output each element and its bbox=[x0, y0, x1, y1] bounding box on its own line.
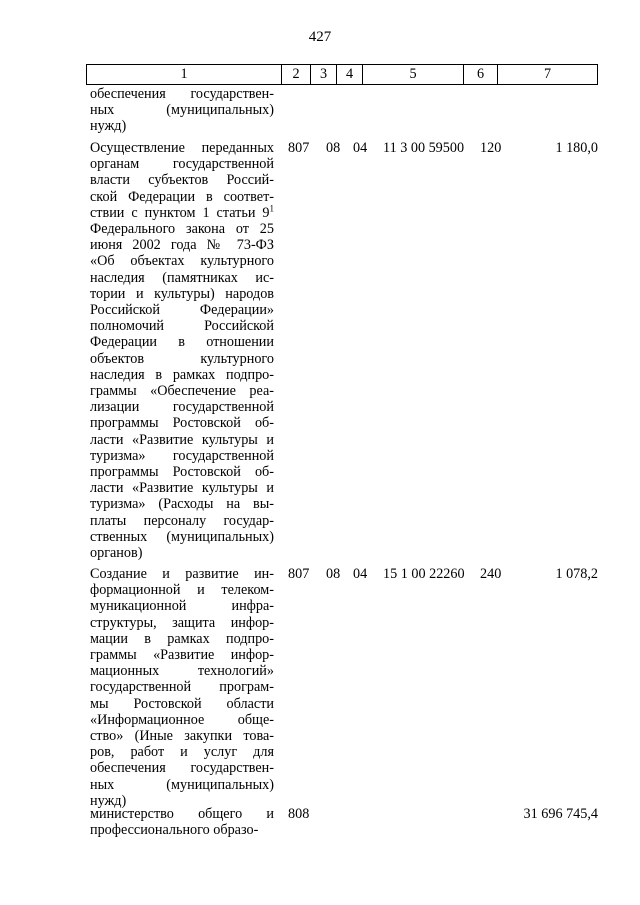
description-line: ствии с пунктом 1 статьи $9^1$ bbox=[90, 203, 274, 221]
description-line: ров, работ и услуг для bbox=[90, 744, 274, 761]
description-line: мы Ростовской области bbox=[90, 695, 274, 712]
description-line: ство» (Иные закупки това- bbox=[90, 728, 274, 745]
description-line: министерство общего и bbox=[90, 806, 274, 822]
description-line: граммы «Развитие инфор- bbox=[90, 647, 274, 664]
header-col-3: 3 bbox=[310, 65, 336, 84]
description-line: ласти «Развитие культуры и bbox=[90, 480, 274, 497]
description-line: органам государственной bbox=[90, 156, 274, 173]
description-line: наследия в рамках подпро- bbox=[90, 366, 274, 383]
description-line: ственных (муниципальных) bbox=[90, 528, 274, 545]
description-line: объектов культурного bbox=[90, 350, 274, 367]
description-line: наследия (памятниках ис- bbox=[90, 269, 274, 286]
row-description bbox=[90, 806, 274, 838]
cell-col-2: 807 bbox=[288, 140, 310, 156]
cell-col-3: 08 bbox=[326, 566, 341, 582]
row-description bbox=[90, 86, 274, 135]
description-line: ской Федерации в соответ- bbox=[90, 188, 274, 205]
description-line: обеспечения государствен- bbox=[90, 760, 274, 777]
description-line: структуры, защита инфор- bbox=[90, 614, 274, 631]
description-line: туризма» (Расходы на вы- bbox=[90, 496, 274, 513]
superscript: 1 bbox=[269, 203, 274, 214]
header-col-2: 2 bbox=[281, 65, 310, 84]
description-line: формационной и телеком- bbox=[90, 582, 274, 599]
description-line: туризма» государственной bbox=[90, 447, 274, 464]
description-line: Федерации в отношении bbox=[90, 334, 274, 351]
description-line: органов) bbox=[90, 545, 143, 562]
header-col-4: 4 bbox=[336, 65, 362, 84]
description-line: граммы «Обеспечение реа- bbox=[90, 383, 274, 400]
description-line: программы Ростовской об- bbox=[90, 464, 274, 481]
header-col-6: 6 bbox=[463, 65, 497, 84]
description-line: мации в рамках подпро- bbox=[90, 630, 274, 647]
cell-col-4: 04 bbox=[353, 566, 368, 582]
description-line: нужд) bbox=[90, 118, 127, 135]
description-line: профессионального образо- bbox=[90, 822, 259, 839]
cell-col-3: 08 bbox=[326, 140, 341, 156]
cell-col-2: 808 bbox=[288, 806, 310, 822]
description-line: «Информационное обще- bbox=[90, 711, 274, 728]
cell-col-4: 04 bbox=[353, 140, 368, 156]
description-line: платы персоналу государ- bbox=[90, 512, 274, 529]
cell-col-7: 31 696 745,4 bbox=[523, 806, 598, 822]
description-line: муникационной инфра- bbox=[90, 598, 274, 615]
description-line: программы Ростовской об- bbox=[90, 415, 274, 432]
description-line: нужд) bbox=[90, 792, 127, 809]
header-col-7: 7 bbox=[497, 65, 597, 84]
description-line: июня 2002 года № 73-ФЗ bbox=[90, 237, 274, 254]
description-line: власти субъектов Россий- bbox=[90, 172, 274, 189]
cell-col-5: 11 3 00 59500 bbox=[383, 140, 465, 156]
row-description bbox=[90, 566, 274, 809]
description-line: Российской Федерации» bbox=[90, 302, 274, 319]
cell-col-5: 15 1 00 22260 bbox=[383, 566, 465, 582]
description-line: тории и культуры) народов bbox=[90, 285, 274, 302]
description-line: «Об объектах культурного bbox=[90, 253, 274, 270]
description-line: ласти «Развитие культуры и bbox=[90, 431, 274, 448]
cell-col-6: 120 bbox=[480, 140, 502, 156]
header-col-1: 1 bbox=[180, 66, 188, 82]
table-header bbox=[86, 64, 598, 85]
description-line: Федерального закона от 25 bbox=[90, 221, 274, 238]
description-line: полномочий Российской bbox=[90, 318, 274, 335]
cell-col-6: 240 bbox=[480, 566, 502, 582]
description-line: обеспечения государствен- bbox=[90, 86, 274, 102]
description-line: Осуществление переданных bbox=[90, 140, 274, 156]
description-line: Создание и развитие ин- bbox=[90, 566, 274, 582]
description-line: мационных технологий» bbox=[90, 663, 274, 680]
description-line: лизации государственной bbox=[90, 399, 274, 416]
description-line: ных (муниципальных) bbox=[90, 102, 274, 119]
cell-col-7: 1 078,2 bbox=[555, 566, 598, 582]
cell-col-7: 1 180,0 bbox=[555, 140, 598, 156]
cell-col-2: 807 bbox=[288, 566, 310, 582]
page-number: 427 bbox=[308, 29, 332, 45]
description-line: государственной програм- bbox=[90, 679, 274, 696]
description-line: ных (муниципальных) bbox=[90, 776, 274, 793]
header-col-5: 5 bbox=[362, 65, 463, 84]
row-description bbox=[90, 140, 274, 561]
